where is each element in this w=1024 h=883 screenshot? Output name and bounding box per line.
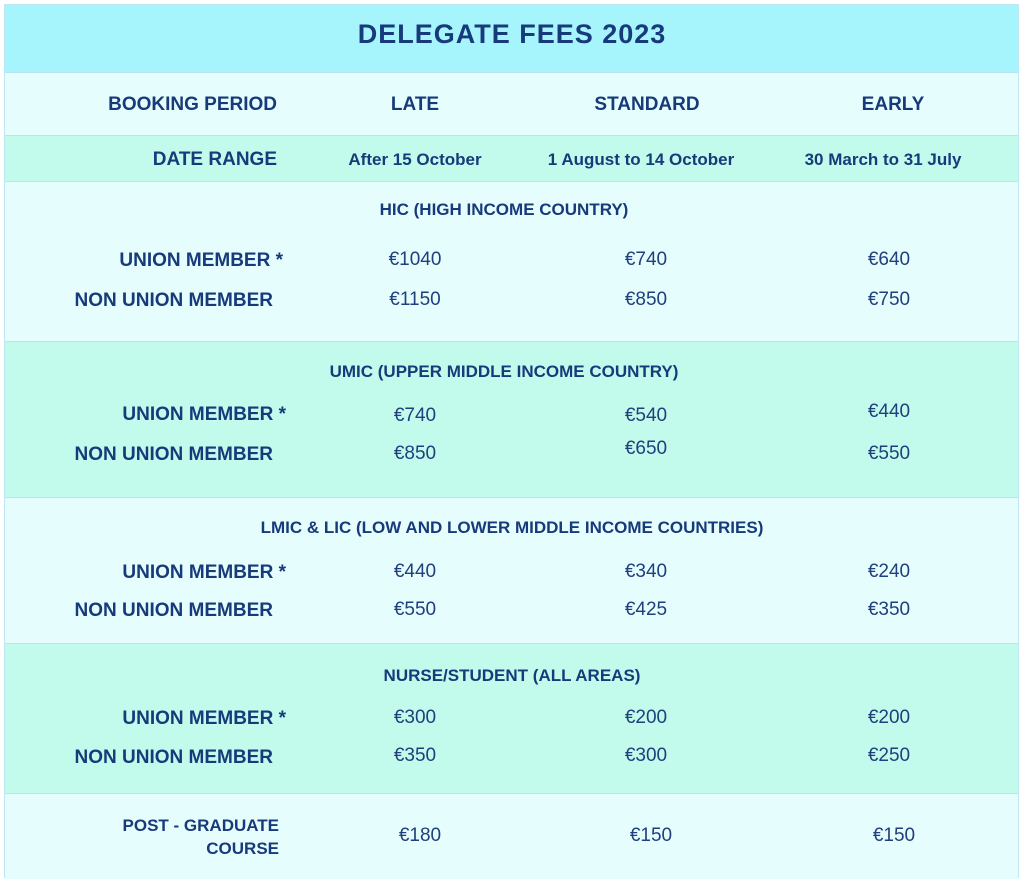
fee-value: €750 xyxy=(867,289,911,310)
section-title: UMIC (UPPER MIDDLE INCOME COUNTRY) xyxy=(329,362,679,381)
section-title: LMIC & LIC (LOW AND LOWER MIDDLE INCOME COUNTRIES) xyxy=(260,518,764,537)
date-early: 30 March to 31 July xyxy=(804,150,962,169)
column-early: EARLY xyxy=(861,94,925,115)
section-hic xyxy=(5,181,1018,341)
fee-value: €425 xyxy=(624,599,668,620)
fee-value: €350 xyxy=(867,599,911,620)
section-lmic-lic xyxy=(5,497,1018,643)
date-late: After 15 October xyxy=(348,150,482,169)
fee-value: €1040 xyxy=(388,249,442,270)
row-label-non-union: NON UNION MEMBER xyxy=(74,290,273,311)
date-range-row xyxy=(5,135,1018,181)
booking-period-label: BOOKING PERIOD xyxy=(108,94,277,115)
fee-value: €540 xyxy=(624,405,668,426)
fee-value: €850 xyxy=(393,443,437,464)
row-label-non-union: NON UNION MEMBER xyxy=(74,444,273,465)
fee-value: €550 xyxy=(867,443,911,464)
fee-value: €200 xyxy=(624,707,668,728)
fee-value: €650 xyxy=(624,438,668,459)
row-label-union: UNION MEMBER * xyxy=(122,708,286,729)
row-label-union: UNION MEMBER * xyxy=(122,562,286,583)
title-row xyxy=(5,5,1018,72)
fee-value: €550 xyxy=(393,599,437,620)
postgrad-label xyxy=(123,814,279,860)
postgrad-row xyxy=(5,793,1018,879)
row-label-non-union: NON UNION MEMBER xyxy=(74,747,273,768)
row-label-union: UNION MEMBER * xyxy=(122,404,286,425)
column-late: LATE xyxy=(390,94,440,115)
fee-value: €180 xyxy=(398,825,442,846)
fee-value: €740 xyxy=(624,249,668,270)
fee-value: €300 xyxy=(624,745,668,766)
section-nurse-student xyxy=(5,643,1018,793)
header-row xyxy=(5,72,1018,135)
date-standard: 1 August to 14 October xyxy=(547,150,735,169)
fee-value: €300 xyxy=(393,707,437,728)
fee-value: €240 xyxy=(867,561,911,582)
fee-value: €250 xyxy=(867,745,911,766)
fee-value: €1150 xyxy=(389,289,441,310)
fee-value: €150 xyxy=(629,825,673,846)
fee-value: €640 xyxy=(867,249,911,270)
row-label-non-union: NON UNION MEMBER xyxy=(74,600,273,621)
date-range-label: DATE RANGE xyxy=(152,149,277,170)
section-title: HIC (HIGH INCOME COUNTRY) xyxy=(379,200,629,219)
fee-value: €150 xyxy=(872,825,916,846)
fee-value: €340 xyxy=(624,561,668,582)
fee-value: €440 xyxy=(867,401,911,422)
fee-value: €440 xyxy=(393,561,437,582)
fee-value: €740 xyxy=(393,405,437,426)
section-title: NURSE/STUDENT (ALL AREAS) xyxy=(383,666,641,685)
table-title: DELEGATE FEES 2023 xyxy=(357,19,667,49)
row-label-union: UNION MEMBER * xyxy=(119,250,283,271)
fee-value: €350 xyxy=(393,745,437,766)
postgrad-label-line2: COURSE xyxy=(206,839,279,858)
section-umic xyxy=(5,341,1018,497)
fees-table xyxy=(4,4,1019,878)
fee-value: €200 xyxy=(867,707,911,728)
fee-value: €850 xyxy=(624,289,668,310)
column-standard: STANDARD xyxy=(594,94,700,115)
postgrad-label-line1: POST - GRADUATE xyxy=(122,816,279,835)
